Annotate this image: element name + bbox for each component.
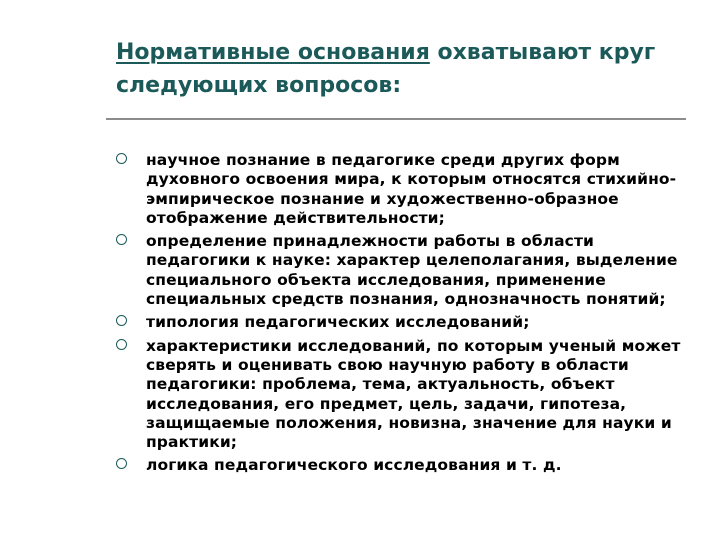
- list-item: [116, 150, 696, 227]
- list-item-text: научное познание в педагогике среди других форм духовного освоения мира, к которым относятся стихийно-эмпирическое познание и художественно-образное отображение действительности;: [146, 151, 677, 227]
- list-item: [116, 455, 696, 474]
- bullet-list: [116, 150, 696, 479]
- hollow-circle-bullet-icon: [116, 153, 127, 164]
- hollow-circle-bullet-icon: [116, 315, 127, 326]
- list-item: [116, 231, 696, 308]
- title-rest: охватывают круг следующих вопросов:: [116, 40, 656, 98]
- slide-title: [116, 36, 696, 102]
- list-item: [116, 312, 696, 331]
- title-divider: [106, 118, 686, 120]
- list-item-text: логика педагогического исследования и т. д.: [146, 456, 562, 475]
- list-item-text: характеристики исследований, по которым ученый может сверять и оценивать свою научную работу в области педагогики: проблема, тема, актуальность, объект исследования, его предмет, цель, задачи, гипотеза, защищаемые положения, новизна, значение для науки и практики;: [146, 336, 681, 452]
- hollow-circle-bullet-icon: [116, 339, 127, 350]
- list-item-text: определение принадлежности работы в области педагогики к науке: характер целеполагания, выделение специального объекта исследования, применение специальных средств познания, однозначность понятий;: [146, 232, 678, 309]
- title-link[interactable]: Нормативные основания: [116, 40, 430, 65]
- hollow-circle-bullet-icon: [116, 234, 127, 245]
- hollow-circle-bullet-icon: [116, 458, 127, 469]
- list-item-text: типология педагогических исследований;: [146, 313, 530, 332]
- list-item: [116, 336, 696, 452]
